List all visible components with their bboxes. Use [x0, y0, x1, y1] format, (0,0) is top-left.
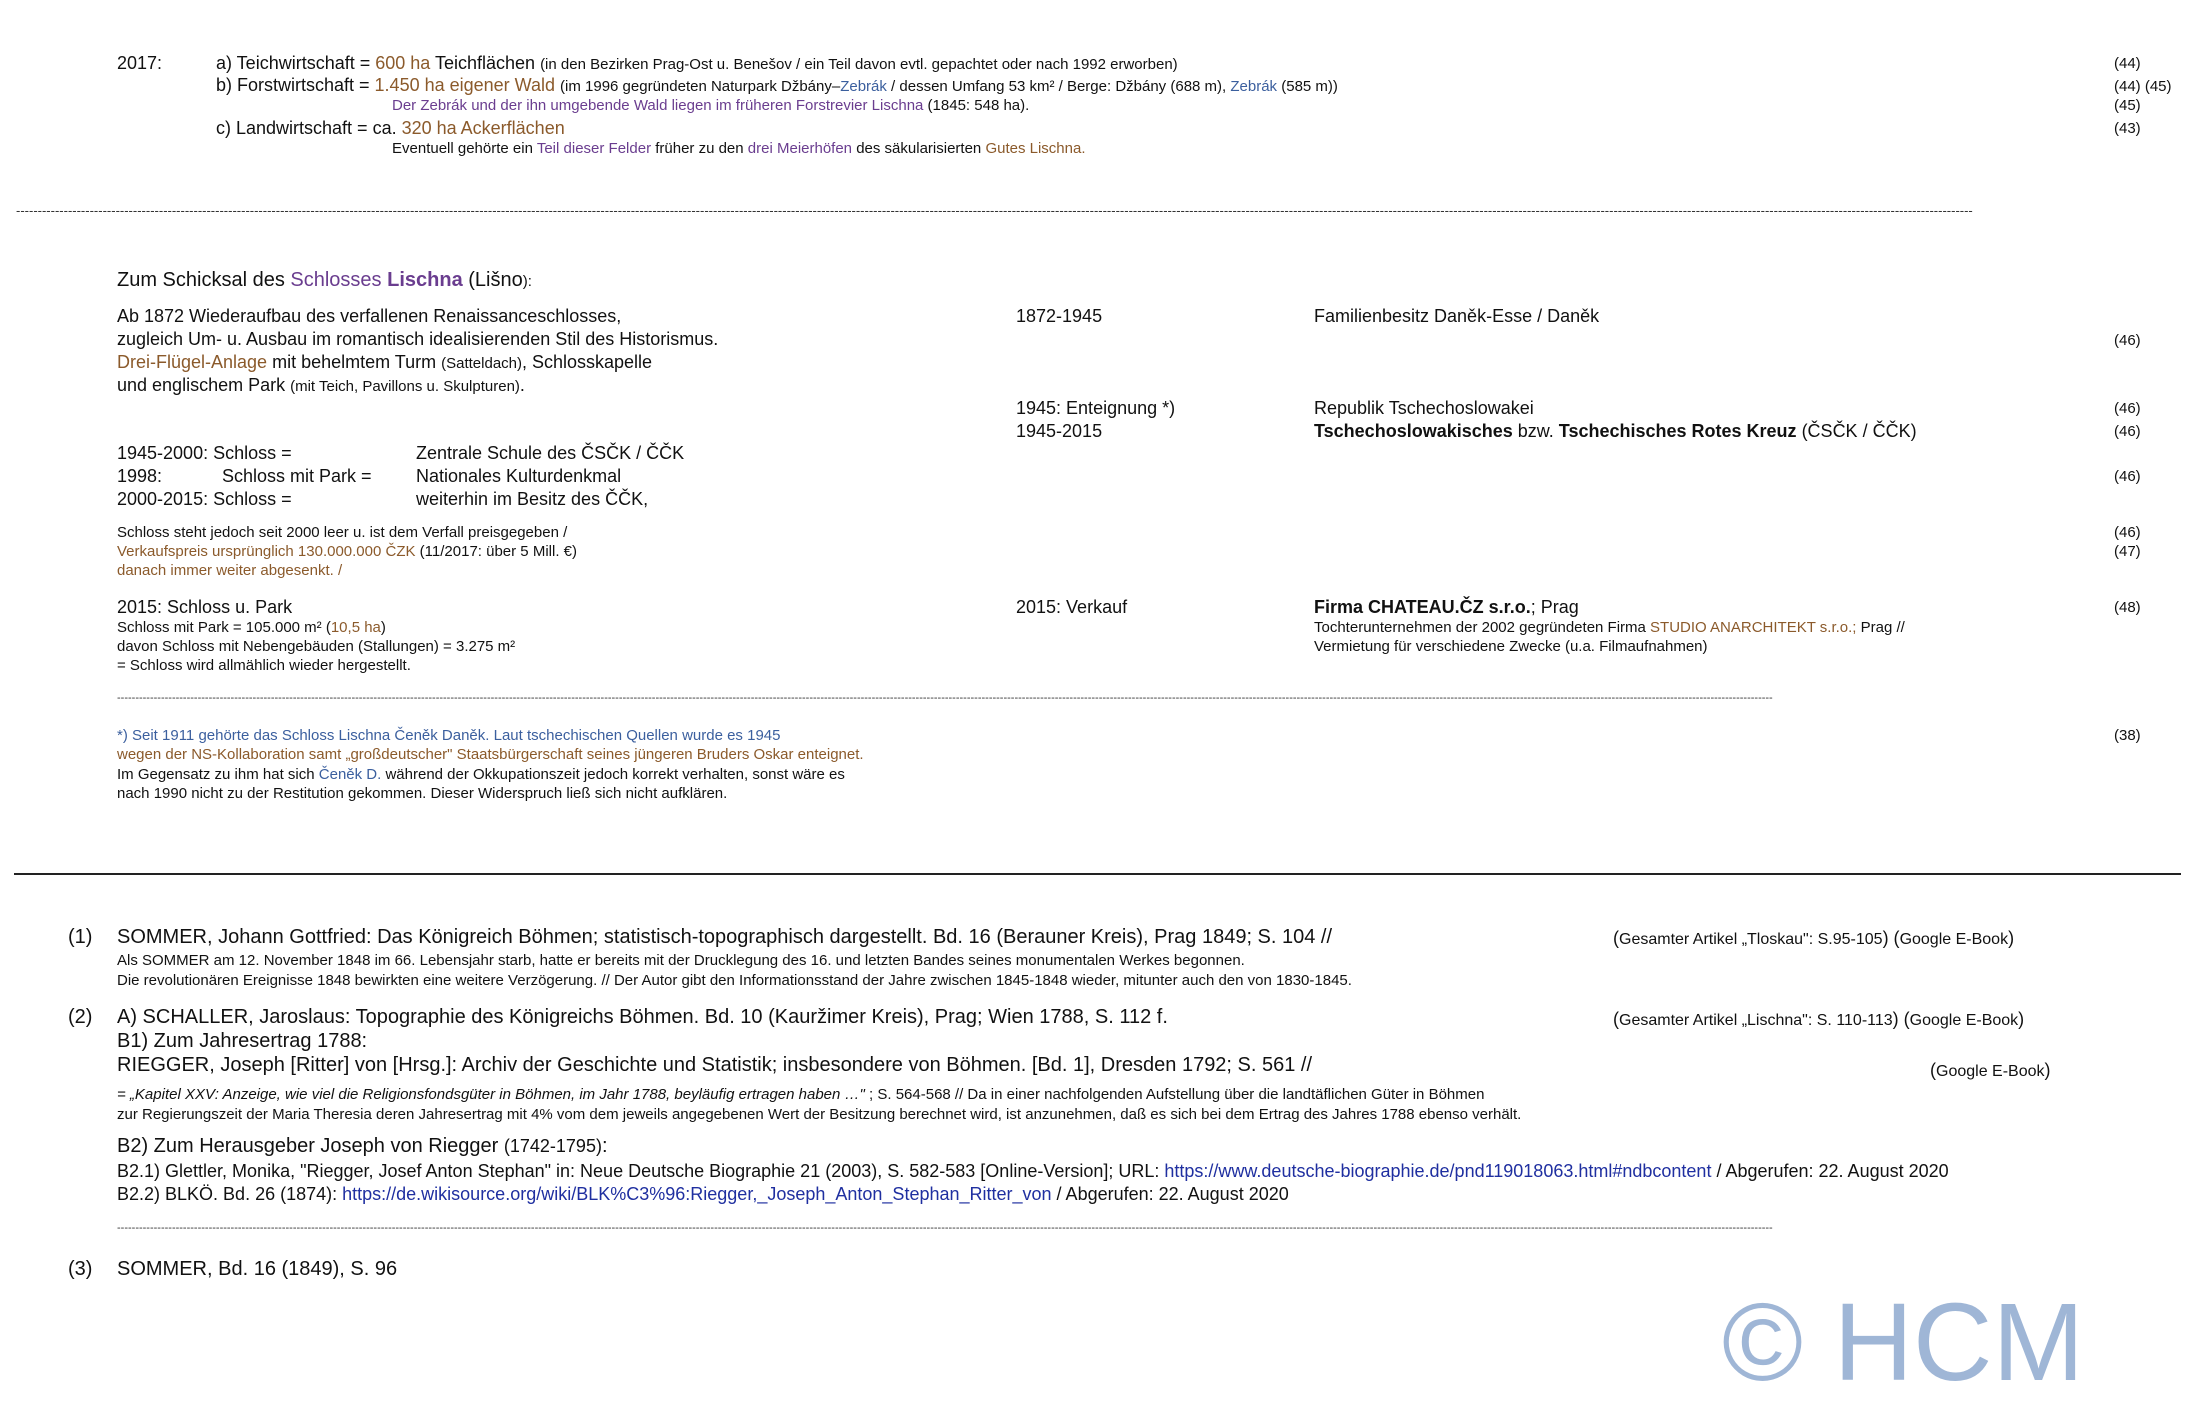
zebrak-tail: (1845: 548 ha).: [923, 97, 1030, 114]
ref-48: (48): [2114, 599, 2141, 616]
teichwirtschaft-line: [216, 53, 1178, 74]
value: 1.450 ha eigener Wald: [374, 75, 556, 95]
year-2017: 2017:: [117, 53, 163, 73]
ref-2-main: A) SCHALLER, Jaroslaus: Topographie des Königreichs Böhmen. Bd. 10 (Kauržimer Kreis), Prag; Wien 1788, S. 112 f.: [117, 1006, 1168, 1028]
p4-l4: = Schloss wird allmählich wieder hergestellt.: [117, 657, 411, 674]
timeline-2015-l2: Tochterunternehmen der 2002 gegründeten Firma STUDIO ANARCHITEKT s.r.o.; Prag //: [1314, 619, 1905, 636]
timeline-text-2015: Firma CHATEAU.ČZ s.r.o.; Prag: [1314, 597, 1579, 617]
ref-1-main: SOMMER, Johann Gottfried: Das Königreich Böhmen; statistisch-topographisch dargestellt. Bd. 16 (Berauner Kreis), Prag 1849; S. 104 //: [117, 926, 1333, 948]
value-prefix: ca.: [372, 118, 402, 138]
ref-1-l2: Als SOMMER am 12. November 1848 im 66. Lebensjahr starb, hatte er bereits mit der Drucklegung des 16. und letzten Bandes seines monumentalen Werkes begonnen.: [117, 952, 1245, 969]
wikisource-link[interactable]: https://de.wikisource.org/wiki/BLK%C3%96:Riegger,_Joseph_Anton_Stephan_Ritter_von: [342, 1184, 1052, 1204]
felder-note: Eventuell gehörte ein Teil dieser Felder früher zu den drei Meierhöfen des säkularisierten Gutes Lischna.: [392, 140, 1086, 157]
label: b) Forstwirtschaft =: [216, 75, 375, 95]
p2-l1-value: Zentrale Schule des ČSČK / ČČK: [416, 443, 685, 463]
footnote-l3: Im Gegensatz zu ihm hat sich Čeněk D. während der Okkupationszeit jedoch korrekt verhalten, sonst wäre es: [117, 766, 845, 783]
ref-38: (38): [2114, 727, 2141, 744]
label: a) Teichwirtschaft =: [216, 53, 376, 73]
para-wiederaufbau-l4: und englischem Park (mit Teich, Pavillons u. Skulpturen).: [117, 375, 525, 395]
ref-1-side: (Gesamter Artikel „Tloskau": S.95-105) (Google E-Book): [1613, 928, 2015, 948]
ref-2-b1-l2: = „Kapitel XXV: Anzeige, wie viel die Religionsfondsgüter in Böhmen, im Jahr 1788, beyläufig ertragen haben …" ; S. 564-568 // Da in einer nachfolgenden Aufstellung über die landtäflichen Güter in Böhmen: [117, 1086, 1485, 1103]
p2-l1-label: 1945-2000: Schloss =: [117, 443, 292, 463]
ref-44-45: (44) (45): [2114, 78, 2172, 95]
p2-l2-value: Nationales Kulturdenkmal: [416, 466, 622, 486]
ref-2-b22: B2.2) BLKÖ. Bd. 26 (1874): https://de.wikisource.org/wiki/BLK%C3%96:Riegger,_Joseph_Anton_Stephan_Ritter_von / Abgerufen: 22. August 2020: [117, 1184, 1289, 1204]
section-divider: [14, 873, 2181, 875]
note: (im 1996 gegründeten Naturpark Džbány–Zebrák / dessen Umfang 53 km² / Berge: Džbány (688 m), Zebrák (585 m)): [560, 78, 1338, 95]
timeline-year-1872: 1872-1945: [1016, 306, 1103, 326]
timeline-text-1945-2015: Tschechoslowakisches bzw. Tschechisches Rotes Kreuz (ČSČK / ČČK): [1314, 421, 1917, 441]
ref-43: (43): [2114, 120, 2141, 137]
p2-l3-label: 2000-2015: Schloss =: [117, 489, 292, 509]
zebrak-note: [392, 97, 1029, 114]
ref-2-b1-main: RIEGGER, Joseph [Ritter] von [Hrsg.]: Archiv der Geschichte und Statistik; insbesondere von Böhmen. [Bd. 1], Dresden 1792; S. 561 //: [117, 1054, 1313, 1076]
p2-l3-value: weiterhin im Besitz des ČČK,: [416, 489, 649, 509]
p3-l2: Verkaufspreis ursprünglich 130.000.000 ČZK (11/2017: über 5 Mill. €): [117, 543, 577, 560]
timeline-year-1945: 1945: Enteignung *): [1016, 398, 1176, 418]
p2-l2-year: 1998:: [117, 466, 163, 486]
ref-45: (45): [2114, 97, 2141, 114]
p2-l2-label: Schloss mit Park =: [222, 466, 372, 486]
p3-l3: danach immer weiter abgesenkt. /: [117, 562, 343, 579]
ref-46-b: (46): [2114, 400, 2141, 417]
ref-2-b1-title: B1) Zum Jahresertrag 1788:: [117, 1030, 368, 1052]
ref-46-a: (46): [2114, 332, 2141, 349]
timeline-text-1945: Republik Tschechoslowakei: [1314, 398, 1534, 418]
ref-num-3: (3): [68, 1258, 93, 1280]
para-wiederaufbau-l3: Drei-Flügel-Anlage mit behelmtem Turm (Satteldach), Schlosskapelle: [117, 352, 653, 372]
section-heading: Zum Schicksal des Schlosses Lischna (Lišno):: [117, 269, 532, 291]
ref-2-side: (Gesamter Artikel „Lischna": S. 110-113) (Google E-Book): [1613, 1009, 2025, 1029]
footnote-l1: *) Seit 1911 gehörte das Schloss Lischna Čeněk Daněk. Laut tschechischen Quellen wurde es 1945: [117, 727, 781, 744]
p4-l1: 2015: Schloss u. Park: [117, 597, 293, 617]
value: 320 ha Ackerflächen: [401, 118, 565, 138]
p4-l3: davon Schloss mit Nebengebäuden (Stallungen) = 3.275 m²: [117, 638, 516, 655]
timeline-text-1872: Familienbesitz Daněk-Esse / Daněk: [1314, 306, 1600, 326]
footnote-l4: nach 1990 nicht zu der Restitution gekommen. Dieser Widerspruch ließ sich nicht aufklären.: [117, 785, 728, 802]
para-wiederaufbau-l1: Ab 1872 Wiederaufbau des verfallenen Renaissanceschlosses,: [117, 306, 622, 326]
landwirtschaft-line: [216, 118, 565, 139]
dashed-separator: --------------------------------------------------------------------------------------------------------------------------------------------------------------------------------------------------------------------------------------------------------------------------------------------------------------------------------------------------------------------------------------------------------------------------------------------------------------------: [16, 203, 1973, 218]
value: 600 ha: [375, 53, 431, 73]
timeline-year-1945-2015: 1945-2015: [1016, 421, 1103, 441]
ref-3-main: SOMMER, Bd. 16 (1849), S. 96: [117, 1258, 398, 1280]
ref-2-b2-title: B2) Zum Herausgeber Joseph von Riegger (1742-1795):: [117, 1135, 608, 1157]
ref-dashed-separator: --------------------------------------------------------------------------------------------------------------------------------------------------------------------------------------------------------------------------------------------------------------------------------------------------------------------------------------------------------------------------------------------------------------------------------------------------------------------: [117, 1222, 1773, 1234]
ref-47: (47): [2114, 543, 2141, 560]
ref-2-b21: B2.1) Glettler, Monika, "Riegger, Josef Anton Stephan" in: Neue Deutsche Biographie 21 (2003), S. 582-583 [Online-Version]; URL: https://www.deutsche-biographie.de/pnd119018063.html#ndbcontent / Abgerufen: 22. August 2020: [117, 1161, 1949, 1181]
p4-l2: Schloss mit Park = 105.000 m² (10,5 ha): [117, 619, 386, 636]
timeline-year-2015: 2015: Verkauf: [1016, 597, 1128, 617]
ref-44: (44): [2114, 55, 2141, 72]
short-dashed-separator: --------------------------------------------------------------------------------------------------------------------------------------------------------------------------------------------------------------------------------------------------------------------------------------------------------------------------------------------------------------------------------------------------------------------------------------------------------------------: [117, 692, 1773, 704]
p3-l1: Schloss steht jedoch seit 2000 leer u. ist dem Verfall preisgegeben /: [117, 524, 568, 541]
footnote-l2: wegen der NS-Kollaboration samt „großdeutscher" Staatsbürgerschaft seines jüngeren Bruders Oskar enteignet.: [117, 746, 864, 763]
ref-num-2: (2): [68, 1006, 93, 1028]
ndb-link[interactable]: https://www.deutsche-biographie.de/pnd119018063.html#ndbcontent: [1164, 1161, 1712, 1181]
ref-46-c: (46): [2114, 423, 2141, 440]
ref-46-d: (46): [2114, 468, 2141, 485]
value-suffix: Teichflächen: [430, 53, 536, 73]
ref-2-b1-side: (Google E-Book): [1930, 1060, 2051, 1080]
para-wiederaufbau-l2: zugleich Um- u. Ausbau im romantisch idealisierenden Stil des Historismus.: [117, 329, 719, 349]
timeline-2015-l3: Vermietung für verschiedene Zwecke (u.a. Filmaufnahmen): [1314, 638, 1708, 655]
zebrak-text: Der Zebrák und der ihn umgebende Wald liegen im früheren Forstrevier Lischna: [392, 97, 924, 114]
note: (in den Bezirken Prag-Ost u. Benešov / ein Teil davon evtl. gepachtet oder nach 1992 erworben): [540, 56, 1178, 73]
forstwirtschaft-line: [216, 75, 1338, 96]
hcm-watermark: © HCM: [1722, 1281, 2085, 1404]
ref-2-b1-l3: zur Regierungszeit der Maria Theresia deren Jahresertrag mit 4% vom dem jeweils angegebenen Wert der Besitzung berechnet wird, ist anzunehmen, daß es sich bei dem Ertrag des Jahres 1788 ebenso verhält.: [117, 1106, 1522, 1123]
ref-num-1: (1): [68, 926, 93, 948]
ref-1-l3: Die revolutionären Ereignisse 1848 bewirkten eine weitere Verzögerung. // Der Autor gibt den Informationsstand der Jahre zwischen 1845-1848 wieder, mitunter auch den von 1830-1845.: [117, 972, 1352, 989]
label: c) Landwirtschaft =: [216, 118, 373, 138]
ref-46-e: (46): [2114, 524, 2141, 541]
